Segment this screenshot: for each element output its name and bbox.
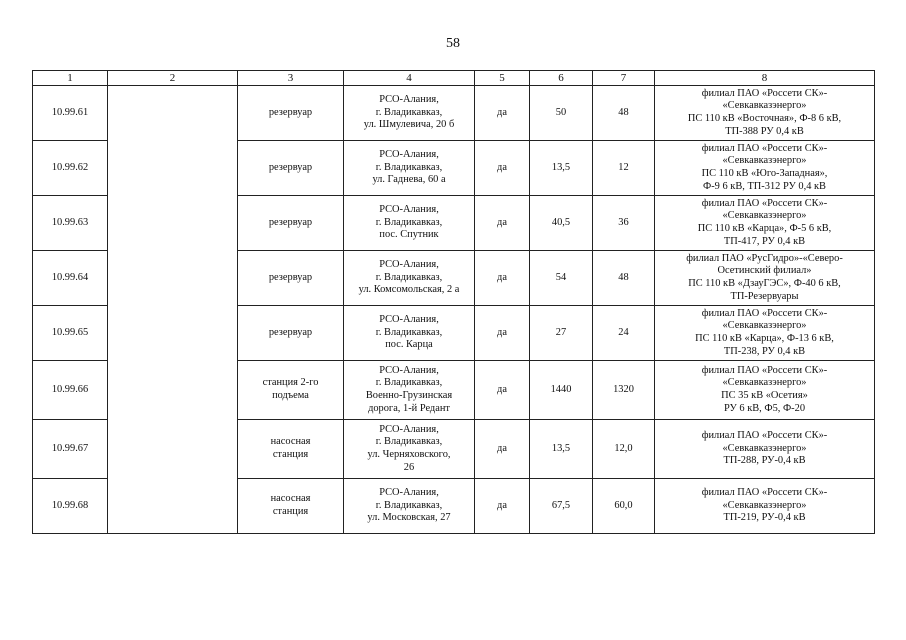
flag-cell: да bbox=[475, 141, 530, 196]
address-line: ул. Московская, 27 bbox=[367, 512, 451, 524]
value-col7-cell: 36 bbox=[593, 196, 655, 251]
supplier-line: филиал ПАО «Россети СК»- bbox=[701, 307, 828, 319]
supplier-line: ТП-Резервуары bbox=[730, 290, 799, 302]
value-col6-cell: 50 bbox=[530, 86, 593, 141]
supplier-line: филиал ПАО «Россети СК»- bbox=[701, 142, 828, 154]
supplier-cell bbox=[655, 196, 875, 251]
address-line: ул. Комсомольская, 2 а bbox=[358, 284, 460, 296]
address-cell bbox=[344, 361, 475, 420]
address-line: РСО-Алания, bbox=[379, 259, 439, 271]
supplier-line: ТП-388 РУ 0,4 кВ bbox=[725, 125, 804, 137]
column-header-7: 7 bbox=[593, 71, 655, 86]
merged-empty-column-cell bbox=[108, 86, 238, 534]
address-line: ул. Гаднева, 60 а bbox=[372, 174, 446, 186]
address-line: пос. Карца bbox=[385, 339, 433, 351]
object-type-line: насосная bbox=[270, 436, 311, 448]
supplier-cell bbox=[655, 86, 875, 141]
address-line: дорога, 1-й Редант bbox=[368, 402, 450, 414]
supplier-line: Осетинский филиал» bbox=[717, 265, 812, 277]
object-type-line: резервуар bbox=[268, 271, 313, 283]
address-line: РСО-Алания, bbox=[379, 487, 439, 499]
object-type-line: подъема bbox=[272, 390, 309, 401]
supplier-line: ТП-288, РУ-0,4 кВ bbox=[723, 455, 806, 467]
address-cell bbox=[344, 251, 475, 306]
address-cell bbox=[344, 141, 475, 196]
address-cell bbox=[344, 196, 475, 251]
supplier-line: РУ 6 кВ, Ф5, Ф-20 bbox=[723, 402, 806, 414]
address-line: г. Владикавказ, bbox=[375, 106, 443, 118]
flag-cell: да bbox=[475, 420, 530, 479]
object-code-cell: 10.99.61 bbox=[33, 86, 108, 141]
supplier-line: «Севкавказэнерго» bbox=[722, 442, 807, 454]
supplier-line: филиал ПАО «РусГидро»-«Северо- bbox=[686, 252, 843, 264]
object-type-line: станция bbox=[272, 449, 309, 460]
address-line: РСО-Алания, bbox=[379, 364, 439, 376]
address-line: РСО-Алания, bbox=[379, 423, 439, 435]
address-line: Военно-Грузинская bbox=[365, 390, 453, 401]
supplier-line: ПС 35 кВ «Осетия» bbox=[721, 390, 808, 401]
address-cell bbox=[344, 479, 475, 534]
supplier-line: «Севкавказэнерго» bbox=[722, 210, 807, 222]
column-header-8: 8 bbox=[655, 71, 875, 86]
supplier-cell bbox=[655, 306, 875, 361]
supplier-line: ТП-219, РУ-0,4 кВ bbox=[723, 512, 806, 524]
address-line: 26 bbox=[403, 461, 415, 473]
object-type-cell bbox=[238, 306, 344, 361]
supplier-cell bbox=[655, 479, 875, 534]
facilities-table bbox=[32, 70, 875, 534]
address-line: пос. Спутник bbox=[379, 229, 439, 241]
address-line: ул. Черняховского, bbox=[367, 449, 451, 460]
address-line: г. Владикавказ, bbox=[375, 377, 443, 389]
value-col7-cell: 24 bbox=[593, 306, 655, 361]
header-row bbox=[33, 71, 875, 86]
supplier-line: ПС 110 кВ «Карца», Ф-5 6 кВ, bbox=[697, 223, 832, 234]
address-line: г. Владикавказ, bbox=[375, 271, 443, 283]
object-type-cell bbox=[238, 361, 344, 420]
object-type-cell bbox=[238, 420, 344, 479]
object-type-line: резервуар bbox=[268, 161, 313, 173]
object-type-line: станция 2-го bbox=[262, 377, 319, 389]
object-type-line: резервуар bbox=[268, 326, 313, 338]
supplier-line: филиал ПАО «Россети СК»- bbox=[701, 364, 828, 376]
address-line: РСО-Алания, bbox=[379, 94, 439, 106]
supplier-cell bbox=[655, 251, 875, 306]
flag-cell: да bbox=[475, 251, 530, 306]
supplier-line: филиал ПАО «Россети СК»- bbox=[701, 87, 828, 99]
supplier-line: ПС 110 кВ «Юго-Западная», bbox=[701, 168, 828, 179]
address-line: ул. Шмулевича, 20 б bbox=[363, 119, 455, 131]
supplier-line: филиал ПАО «Россети СК»- bbox=[701, 197, 828, 209]
value-col6-cell: 13,5 bbox=[530, 141, 593, 196]
supplier-line: ПС 110 кВ «Карца», Ф-13 6 кВ, bbox=[695, 333, 834, 344]
supplier-cell bbox=[655, 361, 875, 420]
column-header-5: 5 bbox=[475, 71, 530, 86]
object-type-cell bbox=[238, 86, 344, 141]
object-type-line: насосная bbox=[270, 493, 311, 505]
object-code-cell: 10.99.63 bbox=[33, 196, 108, 251]
value-col6-cell: 13,5 bbox=[530, 420, 593, 479]
flag-cell: да bbox=[475, 86, 530, 141]
supplier-line: «Севкавказэнерго» bbox=[722, 155, 807, 167]
supplier-line: филиал ПАО «Россети СК»- bbox=[701, 487, 828, 499]
column-header-4: 4 bbox=[344, 71, 475, 86]
flag-cell: да bbox=[475, 196, 530, 251]
supplier-line: ПС 110 кВ «Восточная», Ф-8 6 кВ, bbox=[687, 113, 842, 124]
value-col7-cell: 48 bbox=[593, 86, 655, 141]
object-type-line: резервуар bbox=[268, 106, 313, 118]
supplier-cell bbox=[655, 141, 875, 196]
address-cell bbox=[344, 420, 475, 479]
value-col6-cell: 1440 bbox=[530, 361, 593, 420]
supplier-line: ТП-417, РУ 0,4 кВ bbox=[723, 235, 806, 247]
page-number: 58 bbox=[446, 36, 460, 51]
supplier-line: «Севкавказэнерго» bbox=[722, 377, 807, 389]
flag-cell: да bbox=[475, 479, 530, 534]
address-line: РСО-Алания, bbox=[379, 204, 439, 216]
supplier-line: ТП-238, РУ 0,4 кВ bbox=[723, 345, 806, 357]
address-line: РСО-Алания, bbox=[379, 314, 439, 326]
object-code-cell: 10.99.67 bbox=[33, 420, 108, 479]
supplier-line: Ф-9 6 кВ, ТП-312 РУ 0,4 кВ bbox=[703, 180, 826, 192]
supplier-cell bbox=[655, 420, 875, 479]
address-line: РСО-Алания, bbox=[379, 149, 439, 161]
object-code-cell: 10.99.62 bbox=[33, 141, 108, 196]
value-col6-cell: 40,5 bbox=[530, 196, 593, 251]
address-line: г. Владикавказ, bbox=[375, 436, 443, 448]
value-col7-cell: 12,0 bbox=[593, 420, 655, 479]
object-type-cell bbox=[238, 479, 344, 534]
supplier-line: ПС 110 кВ «ДзауГЭС», Ф-40 6 кВ, bbox=[688, 278, 841, 289]
value-col6-cell: 54 bbox=[530, 251, 593, 306]
value-col6-cell: 27 bbox=[530, 306, 593, 361]
object-type-line: резервуар bbox=[268, 216, 313, 228]
address-line: г. Владикавказ, bbox=[375, 161, 443, 173]
flag-cell: да bbox=[475, 361, 530, 420]
address-cell bbox=[344, 86, 475, 141]
address-line: г. Владикавказ, bbox=[375, 326, 443, 338]
object-type-cell bbox=[238, 251, 344, 306]
object-type-cell bbox=[238, 196, 344, 251]
value-col7-cell: 48 bbox=[593, 251, 655, 306]
value-col7-cell: 60,0 bbox=[593, 479, 655, 534]
address-line: г. Владикавказ, bbox=[375, 499, 443, 511]
column-header-3: 3 bbox=[238, 71, 344, 86]
object-type-line: станция bbox=[272, 506, 309, 517]
object-type-cell bbox=[238, 141, 344, 196]
supplier-line: филиал ПАО «Россети СК»- bbox=[701, 430, 828, 442]
value-col7-cell: 12 bbox=[593, 141, 655, 196]
object-code-cell: 10.99.64 bbox=[33, 251, 108, 306]
supplier-line: «Севкавказэнерго» bbox=[722, 320, 807, 332]
value-col6-cell: 67,5 bbox=[530, 479, 593, 534]
column-header-2: 2 bbox=[108, 71, 238, 86]
address-cell bbox=[344, 306, 475, 361]
flag-cell: да bbox=[475, 306, 530, 361]
column-header-6: 6 bbox=[530, 71, 593, 86]
object-code-cell: 10.99.68 bbox=[33, 479, 108, 534]
address-line: г. Владикавказ, bbox=[375, 216, 443, 228]
supplier-line: «Севкавказэнерго» bbox=[722, 499, 807, 511]
object-code-cell: 10.99.65 bbox=[33, 306, 108, 361]
table-row bbox=[33, 86, 875, 141]
supplier-line: «Севкавказэнерго» bbox=[722, 100, 807, 112]
value-col7-cell: 1320 bbox=[593, 361, 655, 420]
object-code-cell: 10.99.66 bbox=[33, 361, 108, 420]
column-header-1: 1 bbox=[33, 71, 108, 86]
